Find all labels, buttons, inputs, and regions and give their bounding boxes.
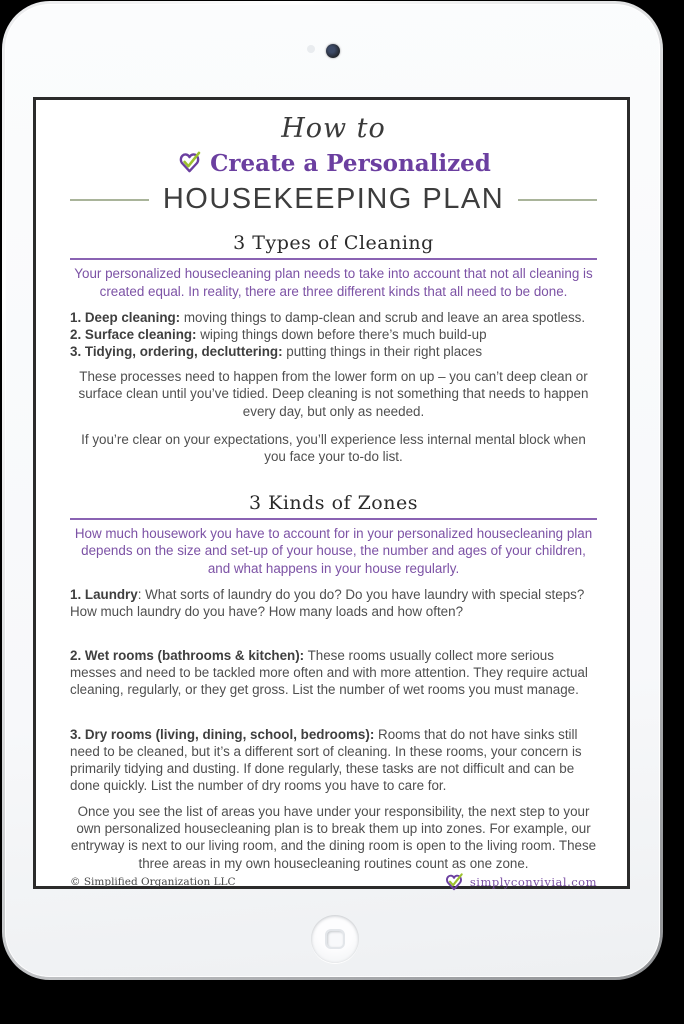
- document-page: [36, 100, 627, 906]
- section-rule: [70, 518, 597, 520]
- document-subtitle: Create a Personalized: [210, 149, 491, 177]
- light-sensor-icon: [307, 45, 315, 53]
- list-item-label: 1. Deep cleaning:: [70, 309, 181, 325]
- script-title: How to: [281, 113, 386, 144]
- page-footer: [70, 872, 597, 896]
- section-intro: How much housework you have to account for in your personalized housecleaning plan depends on the size and set-up of your house, the number and ages of your children, and what happens in your house regularly.: [74, 526, 593, 576]
- home-button[interactable]: [311, 915, 359, 963]
- paragraph: Once you see the list of areas you have under your responsibility, the next step to your own personalized housecleaning plan is to break them up into zones. For example, our entryway is next to our living room, and the dining room is open to the living room. These three areas in my own housecleaning routines count as one zone.: [70, 804, 597, 871]
- list-item: [70, 309, 597, 326]
- paragraph: These processes need to happen from the lower form on up – you can’t deep clean or surface clean until you’ve tidied. Deep cleaning is not something that needs to happen every day, but only as needed.: [78, 369, 589, 419]
- list-item-text: These rooms usually collect more serious messes and need to be tackled more often and with more attention. They require actual cleaning, regularly, or they get gross. List the number of wet rooms you must manage.: [70, 648, 588, 698]
- section-rule: [70, 258, 597, 260]
- heart-check-icon: [443, 872, 465, 894]
- list-item-label: 2. Wet rooms (bathrooms & kitchen):: [70, 648, 305, 664]
- cleaning-types-list: [70, 309, 597, 360]
- heart-check-icon: [176, 150, 203, 177]
- list-item-text: moving things to damp-clean and scrub and leave an area spotless.: [180, 309, 586, 325]
- list-item-text: putting things in their right places: [282, 344, 483, 360]
- list-item-label: 1. Laundry: [70, 586, 138, 602]
- website-text: simplyconvivial.com: [469, 875, 597, 890]
- list-item-label: 3. Tidying, ordering, decluttering:: [70, 344, 283, 360]
- site-logo: [443, 872, 597, 894]
- section-heading-zones: 3 Kinds of Zones: [249, 491, 418, 514]
- home-button-icon: [325, 929, 345, 949]
- subtitle-row: [70, 149, 597, 178]
- camera-icon: [326, 44, 340, 58]
- list-item: [70, 586, 597, 620]
- list-item-text: wiping things down before there’s much build-up: [196, 326, 487, 342]
- list-item-label: 3. Dry rooms (living, dining, school, bedrooms):: [70, 726, 375, 742]
- paragraph: If you’re clear on your expectations, you’ll experience less internal mental block when you face your to-do list.: [81, 431, 586, 464]
- list-item-text: : What sorts of laundry do you do? Do you have laundry with special steps? How much laundry do you have? How many loads and how often?: [70, 586, 585, 619]
- list-item: [70, 726, 597, 795]
- section-intro: Your personalized housecleaning plan needs to take into account that not all cleaning is created equal. In reality, there are three different kinds that all need to be done.: [74, 266, 593, 299]
- document-title: HOUSEKEEPING PLAN: [162, 182, 505, 215]
- title-row: [70, 181, 597, 218]
- list-item: [70, 326, 597, 343]
- list-item-text: Rooms that do not have sinks still need to be cleaned, but it’s a different sort of cleaning. In these rooms, your concern is primarily tidying and dusting. If done regularly, these tasks are not difficult and can be done quickly. List the number of dry rooms you have to care for.: [70, 726, 582, 793]
- title-rule-left: [70, 199, 149, 201]
- copyright-text: © Simplified Organization LLC: [70, 876, 236, 889]
- document-screen: [33, 97, 630, 889]
- list-item: [70, 647, 597, 698]
- list-item-label: 2. Surface cleaning:: [70, 326, 197, 342]
- section-heading-types: 3 Types of Cleaning: [233, 232, 434, 255]
- list-item: [70, 343, 597, 360]
- title-rule-right: [518, 199, 597, 201]
